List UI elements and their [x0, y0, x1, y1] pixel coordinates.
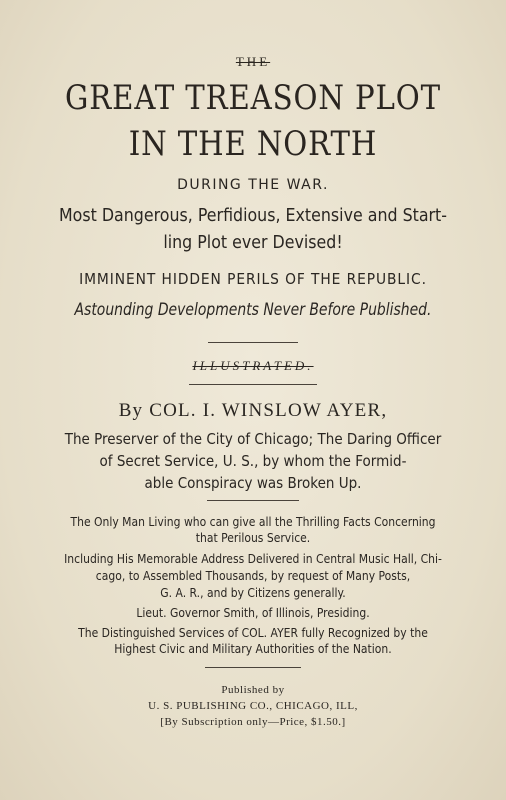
heading-the: THE	[235, 54, 271, 69]
lieutenant-governor: Lieut. Governor Smith, of Illinois, Presiding.	[136, 606, 370, 620]
divider-rule	[189, 384, 317, 385]
author-description-line2: of Secret Service, U. S., by whom the Formid-	[99, 452, 407, 470]
including-line3: G. A. R., and by Citizens generally.	[160, 586, 346, 600]
publisher-name: U. S. PUBLISHING CO., CHICAGO, ILL,	[148, 700, 358, 712]
main-title-line2: IN THE NORTH	[128, 124, 378, 164]
subtitle-during: DURING THE WAR.	[177, 177, 329, 193]
only-man-line2: that Perilous Service.	[195, 531, 311, 545]
main-title-line1: GREAT TREASON PLOT	[65, 78, 441, 118]
author-description-line1: The Preserver of the City of Chicago; The Daring Officer	[64, 430, 442, 448]
author-description-line3: able Conspiracy was Broken Up.	[144, 474, 362, 492]
tagline-line2: ling Plot ever Devised!	[163, 232, 343, 253]
distinguished-line1: The Distinguished Services of COL. AYER fully Recognized by the	[78, 626, 428, 640]
including-line1: Including His Memorable Address Delivered in Central Music Hall, Chi-	[64, 552, 442, 566]
only-man-line1: The Only Man Living who can give all the Thrilling Facts Concerning	[70, 515, 436, 529]
divider-rule	[207, 500, 299, 501]
author-byline: By COL. I. WINSLOW AYER,	[118, 400, 388, 421]
tagline-line1: Most Dangerous, Perfidious, Extensive and Start-	[59, 205, 447, 226]
distinguished-line2: Highest Civic and Military Authorities of the Nation.	[114, 642, 392, 656]
astounding-developments: Astounding Developments Never Before Published.	[74, 300, 432, 320]
divider-rule	[205, 667, 301, 668]
illustrated-label: ILLUSTRATED.	[192, 358, 314, 373]
published-by: Published by	[221, 684, 285, 696]
divider-rule	[208, 342, 298, 343]
including-line2: cago, to Assembled Thousands, by request of Many Posts,	[95, 569, 411, 583]
subscription-price: [By Subscription only—Price, $1.50.]	[160, 716, 346, 728]
imminent-perils: IMMINENT HIDDEN PERILS OF THE REPUBLIC.	[79, 270, 427, 288]
